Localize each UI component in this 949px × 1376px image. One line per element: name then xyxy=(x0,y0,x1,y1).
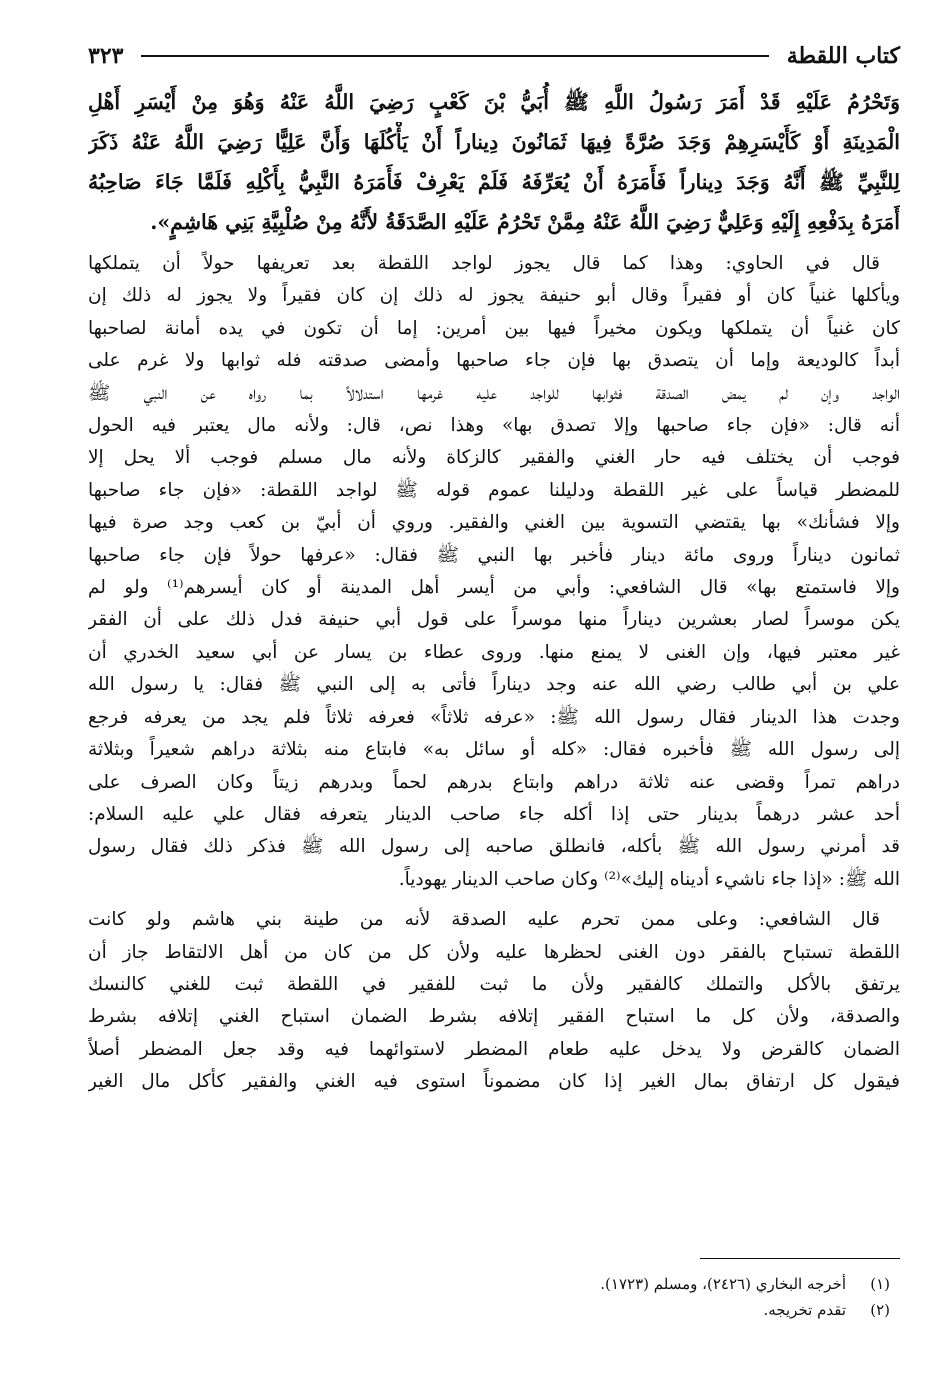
text-line: أنه قال: «فإن جاء صاحبها وإلا تصدق بها» وهذا نص، قال: ولأنه مال يعتبر فيه الحول xyxy=(88,415,900,437)
text-line: غير معتبر فيها، وإن الغنى لا يمنع منها. وروى عطاء بن يسار عن أبي سعيد الخدري أن xyxy=(88,641,900,663)
text-line: أبداً كالوديعة وإما أن يتصدق بها فإن جاء صاحبها وأمضى صدقته فله ثوابها ولا غرم على xyxy=(88,350,900,372)
page-number: ٣٢٣ xyxy=(88,43,124,69)
hadith-line: لِلنَّبِيِّ ﷺ أَنَّهُ وَجَدَ دِيناراً فَأَمَرَهُ أَنْ يُعَرِّفَهُ فَلَمْ يَعْرِفْ فَأَمَرَهُ النَّبِيُّ بِأَكْلِهِ فَلَمَّا جَاءَ صَاحِبُهُ xyxy=(88,170,900,194)
header-rule xyxy=(141,55,768,57)
text-line: يرتفق بالأكل والتملك كالفقير ولأن ما ثبت للفقير في اللقطة ثبت للغني كالنسك xyxy=(88,973,900,995)
footnote-2 xyxy=(88,1297,900,1323)
footnotes xyxy=(88,1258,900,1323)
text-line: وإلا فشأنك» بها يقتضي التسوية بين الغني والفقير. وروي أن أبيّ بن كعب وجد صرة فيها xyxy=(88,512,900,534)
footnote-text: أخرجه البخاري (٢٤٢٦)، ومسلم (١٧٢٣). xyxy=(600,1275,846,1293)
text-line: إلى رسول الله ﷺ فأخبره فقال: «كله أو سائل به» فابتاع منه بثلاثة دراهم شعيراً وبثلاثة xyxy=(88,739,900,761)
chapter-title: كتاب اللقطة xyxy=(786,43,900,69)
footnote-number: (١) xyxy=(870,1275,890,1293)
text-line: ثمانون ديناراً وروى مائة دينار فأخبر بها النبي ﷺ فقال: «عرفها حولاً فإن جاء صاحبها xyxy=(88,544,900,566)
footnote-1 xyxy=(88,1271,900,1297)
text-line: قال الشافعي: وعلى ممن تحرم عليه الصدقة لأنه من طينة بني هاشم ولو كانت xyxy=(88,909,880,931)
text-line: وجدت هذا الدينار فقال رسول الله ﷺ: «عرفه ثلاثاً» فعرفه ثلاثاً فلم يجد من يعرفه فرجع xyxy=(88,706,900,728)
text-line: والصدقة، ولأن كل ما استباح الفقير إتلافه بشرط الضمان استباح الغني إتلافه بشرط xyxy=(88,1006,900,1028)
footnote-text: تقدم تخريجه. xyxy=(763,1301,846,1319)
hadith-text xyxy=(88,82,900,242)
hadith-line: وَتَحْرُمُ عَلَيْهِ قَدْ أَمَرَ رَسُولُ اللَّهِ ﷺ أُبَيُّ بْنَ كَعْبٍ رَضِيَ اللَّهُ عَنْهُ وَهُوَ مِنْ أَيْسَرِ أَهْلِ xyxy=(88,90,900,114)
footnote-rule xyxy=(700,1258,900,1259)
text-line: للمضطر قياساً على غير اللقطة ودليلنا عموم قوله ﷺ لواجد اللقطة: «فإن جاء صاحبها xyxy=(88,479,900,501)
text-line: كان غنياً أن يتملكها ويكون مخيراً فيها بين أمرين: إما أن تكون في يده أمانة لصاحبها xyxy=(88,317,900,339)
commentary-paragraph-1 xyxy=(88,248,900,896)
text-line: قال في الحاوي: وهذا كما قال يجوز لواجد اللقطة بعد تعريفها حولاً أن يتملكها xyxy=(88,253,880,274)
text-line: الضمان كالقرض ولا يدخل عليه طعام المضطر لاستوائهما فيه وقد جعل المضطر أصلاً xyxy=(88,1038,900,1060)
text-line: فيقول كل ارتفاق بمال الغير إذا كان مضموناً استوى فيه الغني والفقير كأكل مال الغير xyxy=(88,1071,900,1093)
page-body xyxy=(88,34,900,1099)
text-line: أحد عشر درهماً بدينار حتى إذا أكله جاء صاحب الدينار يتعرفه فقال علي عليه السلام: xyxy=(88,803,900,825)
hadith-line: أَمَرَهُ بِدَفْعِهِ إِلَيْهِ وَعَلِيٌّ رَضِيَ اللَّهُ عَنْهُ مِمَّنْ تَحْرُمُ عَلَيْهِ الصَّدَقَةُ لأَنَّهُ مِنْ صُلْبِيَّةِ بَنِي هَاشِمٍ». xyxy=(150,210,900,234)
text-line: فوجب أن يختلف فيه حار الغني والفقير كالزكاة ولأنه مال مسلم فوجب ألا يحل إلا xyxy=(88,447,900,469)
footnote-number: (٢) xyxy=(870,1301,890,1319)
hadith-line: الْمَدِينَةِ أَوْ كَأَيْسَرِهِمْ وَجَدَ صُرَّةً فِيهَا ثَمَانُونَ دِيناراً أَنْ يَأْكُلَهَا وَأَنَّ عَلِيًّا رَضِيَ اللَّهُ عَنْهُ ذَكَرَ xyxy=(88,130,900,154)
text-line: قد أمرني رسول الله ﷺ بأكله، فانطلق صاحبه إلى رسول الله ﷺ فذكر ذلك فقال رسول xyxy=(88,836,900,858)
commentary-paragraph-2 xyxy=(88,904,900,1098)
text-line: يكن موسراً لصار بعشرين ديناراً منها موسراً على قول أبي حنيفة فدل ذلك على أن الفقر xyxy=(88,609,900,631)
text-line: اللقطة تستباح بالفقر دون الغنى لحظرها عليه ولأن كل من كان من أهل الالتقاط جاز أن xyxy=(88,941,900,963)
running-header xyxy=(88,34,900,78)
text-line: علي بن أبي طالب رضي الله عنه وجد ديناراً فأتى به إلى النبي ﷺ فقال: يا رسول الله xyxy=(88,674,900,696)
text-line: دراهم تمراً وقضى عنه ثلاثة دراهم وابتاع بدرهم لحماً وبدرهم زيتاً وكان الصرف على xyxy=(88,771,900,793)
text-line: الله ﷺ: «إذا جاء ناشيء أديناه إليك»⁽²⁾ وكان صاحب الدينار يهودياً. xyxy=(398,868,900,890)
text-line: ويأكلها غنياً كان أو فقيراً وقال أبو حنيفة يجوز له ذلك إن كان فقيراً ولا يجوز له ذلك إن xyxy=(88,285,900,307)
text-line: وإلا فاستمتع بها» قال الشافعي: وأبي من أيسر أهل المدينة أو كان أيسرهم⁽¹⁾ ولو لم xyxy=(88,577,900,599)
text-line: الواجد وإن لم يمض الصدقة فثوابها للواجد عليه غرمها استدلالاً بما رواه عن النبي ﷺ xyxy=(88,382,900,404)
